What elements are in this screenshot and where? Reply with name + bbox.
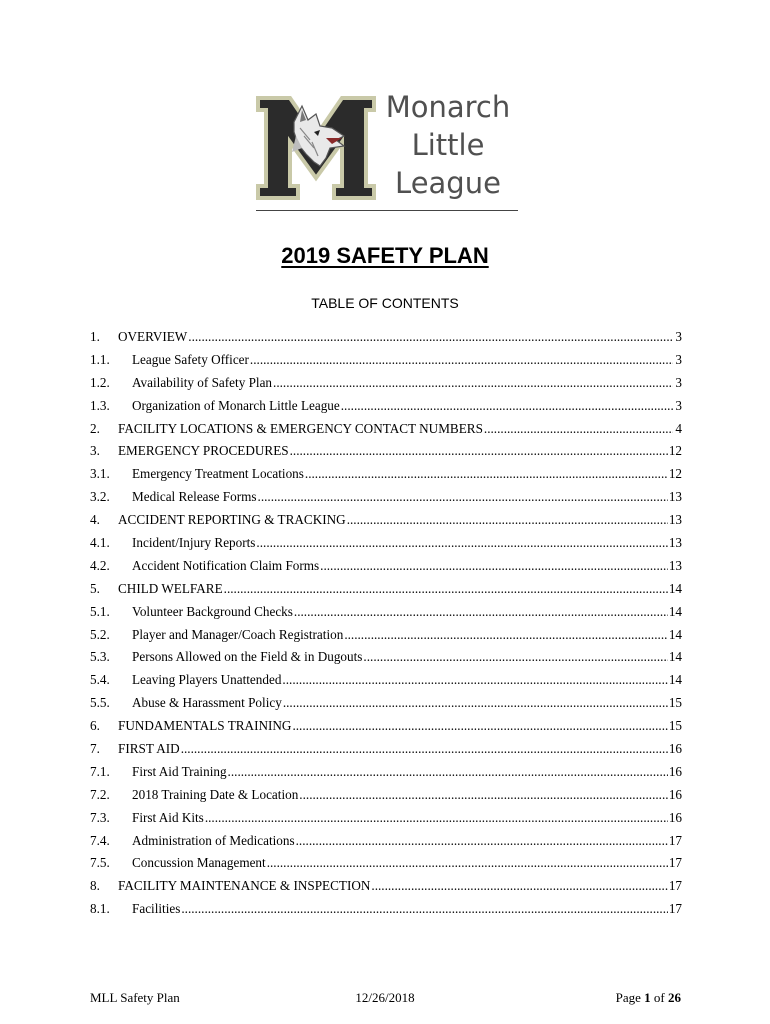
- toc-entry-page[interactable]: 16: [668, 741, 682, 757]
- toc-dot-leader: [181, 741, 668, 757]
- toc-dot-leader: [344, 627, 668, 643]
- logo-line-little: Little: [411, 128, 485, 162]
- league-logo: [256, 88, 518, 212]
- toc-entry-label[interactable]: CHILD WELFARE: [118, 580, 223, 596]
- toc-entry-number: 4.1.: [90, 535, 110, 551]
- toc-entry[interactable]: [90, 810, 682, 833]
- toc-entry-label[interactable]: FACILITY LOCATIONS & EMERGENCY CONTACT NUMBERS: [118, 420, 483, 436]
- toc-dot-leader: [320, 558, 668, 574]
- footer-page-prefix: Page: [615, 990, 645, 1005]
- footer-page-current: 1: [644, 990, 651, 1005]
- toc-entry[interactable]: [90, 558, 682, 581]
- toc-entry-page[interactable]: 14: [668, 603, 682, 619]
- toc-dot-leader: [484, 421, 673, 437]
- toc-entry[interactable]: [90, 787, 682, 810]
- toc-entry-number: 5.5.: [90, 695, 110, 711]
- logo-line-league: League: [395, 166, 501, 200]
- document-title: 2019 SAFETY PLAN: [281, 243, 489, 268]
- toc-dot-leader: [347, 512, 668, 528]
- logo-divider: [256, 210, 518, 211]
- toc-dot-leader: [341, 398, 673, 414]
- logo-wordmark: [378, 88, 518, 202]
- toc-entry-page[interactable]: 16: [668, 763, 682, 779]
- toc-dot-leader: [250, 352, 673, 368]
- toc-entry-page[interactable]: 13: [668, 557, 682, 573]
- toc-entry-number: 2.: [90, 420, 100, 436]
- toc-entry-page[interactable]: 3: [675, 397, 682, 413]
- footer-page-number: [616, 990, 681, 1006]
- toc-entry-page[interactable]: 14: [668, 626, 682, 642]
- toc-entry-page[interactable]: 3: [675, 329, 682, 344]
- toc-entry-number: 5.4.: [90, 672, 110, 688]
- toc-dot-leader: [181, 901, 667, 917]
- toc-entry-page[interactable]: 13: [668, 489, 682, 505]
- toc-entry-number: 7.: [90, 741, 100, 757]
- toc-entry-label[interactable]: Persons Allowed on the Field & in Dugouts: [132, 649, 363, 665]
- toc-entry-label[interactable]: Medical Release Forms: [132, 489, 257, 505]
- toc-entry-number: 4.2.: [90, 557, 110, 573]
- toc-entry[interactable]: [90, 718, 682, 741]
- toc-entry-label[interactable]: FUNDAMENTALS TRAINING: [118, 718, 292, 734]
- toc-dot-leader: [205, 810, 668, 826]
- toc-dot-leader: [273, 375, 673, 391]
- toc-entry[interactable]: [90, 672, 682, 695]
- toc-entry[interactable]: [90, 421, 682, 444]
- toc-entry-number: 3.2.: [90, 489, 110, 505]
- toc-entry-page[interactable]: 15: [668, 695, 682, 711]
- toc-entry-page[interactable]: 17: [668, 855, 682, 871]
- toc-entry[interactable]: [90, 512, 682, 535]
- footer-document-name: MLL Safety Plan: [90, 990, 180, 1005]
- toc-entry[interactable]: [90, 649, 682, 672]
- toc-entry-label[interactable]: FIRST AID: [118, 741, 180, 757]
- toc-entry[interactable]: [90, 901, 682, 924]
- toc-entry-number: 7.4.: [90, 832, 110, 848]
- toc-entry-label[interactable]: Incident/Injury Reports: [132, 535, 256, 551]
- toc-entry-label[interactable]: Availability of Safety Plan: [132, 374, 273, 390]
- toc-entry-page[interactable]: 16: [668, 786, 682, 802]
- toc-entry-label[interactable]: FACILITY MAINTENANCE & INSPECTION: [118, 878, 371, 894]
- toc-heading: TABLE OF CONTENTS: [311, 295, 459, 311]
- toc-entry-page[interactable]: 17: [668, 878, 682, 894]
- toc-dot-leader: [256, 535, 667, 551]
- toc-dot-leader: [267, 855, 668, 871]
- toc-dot-leader: [282, 672, 667, 688]
- toc-entry[interactable]: [90, 581, 682, 604]
- toc-entry-page[interactable]: 17: [668, 832, 682, 848]
- toc-entry-number: 5.2.: [90, 626, 110, 642]
- wolf-m-logo-icon: [256, 92, 376, 204]
- toc-entry-number: 5.1.: [90, 603, 110, 619]
- toc-entry[interactable]: [90, 878, 682, 901]
- toc-entry-page[interactable]: 17: [668, 901, 682, 917]
- toc-entry-page[interactable]: 12: [668, 466, 682, 482]
- toc-entry-label[interactable]: First Aid Kits: [132, 809, 204, 825]
- toc-entry-number: 1.1.: [90, 351, 110, 367]
- toc-entry-label[interactable]: Concussion Management: [132, 855, 266, 871]
- toc-dot-leader: [290, 443, 668, 459]
- toc-entry-number: 7.5.: [90, 855, 110, 871]
- toc-dot-leader: [292, 718, 667, 734]
- toc-dot-leader: [299, 787, 668, 803]
- toc-dot-leader: [224, 581, 668, 597]
- toc-entry-page[interactable]: 15: [668, 718, 682, 734]
- toc-entry-page[interactable]: 4: [675, 420, 682, 436]
- toc-dot-leader: [258, 489, 668, 505]
- toc-entry[interactable]: [90, 833, 682, 856]
- footer-date: 12/26/2018: [355, 990, 415, 1005]
- toc-entry[interactable]: [90, 627, 682, 650]
- toc-entry[interactable]: [90, 855, 682, 878]
- toc-entry-number: 4.: [90, 512, 100, 528]
- toc-entry[interactable]: [90, 695, 682, 718]
- toc-entry-number: 7.3.: [90, 809, 110, 825]
- toc-entry-page[interactable]: 13: [668, 512, 682, 528]
- footer-page-sep: of: [650, 990, 668, 1005]
- toc-entry-number: 7.1.: [90, 763, 110, 779]
- table-of-contents: [90, 329, 682, 924]
- toc-entry-page[interactable]: 12: [668, 443, 682, 459]
- toc-dot-leader: [188, 329, 673, 345]
- toc-entry-number: 5.3.: [90, 649, 110, 665]
- toc-entry-label[interactable]: Emergency Treatment Locations: [132, 466, 304, 482]
- toc-entry-page[interactable]: 14: [668, 649, 682, 665]
- toc-entry[interactable]: [90, 604, 682, 627]
- toc-entry-number: 1.2.: [90, 374, 110, 390]
- toc-entry-number: 1.3.: [90, 397, 110, 413]
- toc-entry[interactable]: [90, 352, 682, 375]
- toc-entry-label[interactable]: ACCIDENT REPORTING & TRACKING: [118, 512, 346, 528]
- toc-entry-page[interactable]: 3: [675, 351, 682, 367]
- toc-entry[interactable]: [90, 535, 682, 558]
- toc-entry[interactable]: [90, 741, 682, 764]
- toc-entry[interactable]: [90, 329, 682, 352]
- toc-dot-leader: [371, 878, 667, 894]
- toc-entry[interactable]: [90, 466, 682, 489]
- toc-entry-label[interactable]: Organization of Monarch Little League: [132, 397, 340, 413]
- toc-entry-number: 8.: [90, 878, 100, 894]
- toc-entry-page[interactable]: 3: [675, 374, 682, 390]
- toc-entry[interactable]: [90, 443, 682, 466]
- toc-entry[interactable]: [90, 398, 682, 421]
- toc-entry-label[interactable]: OVERVIEW: [118, 329, 188, 344]
- toc-entry-label[interactable]: Accident Notification Claim Forms: [132, 557, 320, 573]
- toc-entry-number: 1.: [90, 329, 100, 344]
- toc-entry-number: 3.: [90, 443, 100, 459]
- toc-entry-page[interactable]: 16: [668, 809, 682, 825]
- toc-entry-label[interactable]: Administration of Medications: [132, 832, 295, 848]
- toc-entry-label[interactable]: First Aid Training: [132, 763, 227, 779]
- toc-entry[interactable]: [90, 764, 682, 787]
- toc-entry-page[interactable]: 14: [668, 580, 682, 596]
- toc-entry-number: 8.1.: [90, 901, 110, 917]
- toc-entry[interactable]: [90, 489, 682, 512]
- toc-dot-leader: [283, 695, 668, 711]
- toc-entry-page[interactable]: 14: [668, 672, 682, 688]
- toc-dot-leader: [305, 466, 668, 482]
- toc-entry-label[interactable]: EMERGENCY PROCEDURES: [118, 443, 289, 459]
- toc-entry-number: 6.: [90, 718, 100, 734]
- toc-entry-label[interactable]: League Safety Officer: [132, 351, 249, 367]
- toc-entry-number: 5.: [90, 580, 100, 596]
- toc-entry-label[interactable]: Leaving Players Unattended: [132, 672, 282, 688]
- footer-page-total: 26: [668, 990, 681, 1005]
- toc-entry-label[interactable]: Player and Manager/Coach Registration: [132, 626, 344, 642]
- toc-entry-label[interactable]: Volunteer Background Checks: [132, 603, 293, 619]
- toc-dot-leader: [296, 833, 668, 849]
- logo-line-monarch: Monarch: [385, 90, 511, 124]
- toc-entry-label[interactable]: 2018 Training Date & Location: [132, 786, 299, 802]
- toc-entry-label[interactable]: Abuse & Harassment Policy: [132, 695, 282, 711]
- toc-entry-number: 7.2.: [90, 786, 110, 802]
- toc-entry-label[interactable]: Facilities: [132, 901, 181, 917]
- toc-entry[interactable]: [90, 375, 682, 398]
- toc-dot-leader: [294, 604, 668, 620]
- toc-dot-leader: [228, 764, 668, 780]
- toc-dot-leader: [363, 649, 667, 665]
- toc-entry-page[interactable]: 13: [668, 535, 682, 551]
- toc-entry-number: 3.1.: [90, 466, 110, 482]
